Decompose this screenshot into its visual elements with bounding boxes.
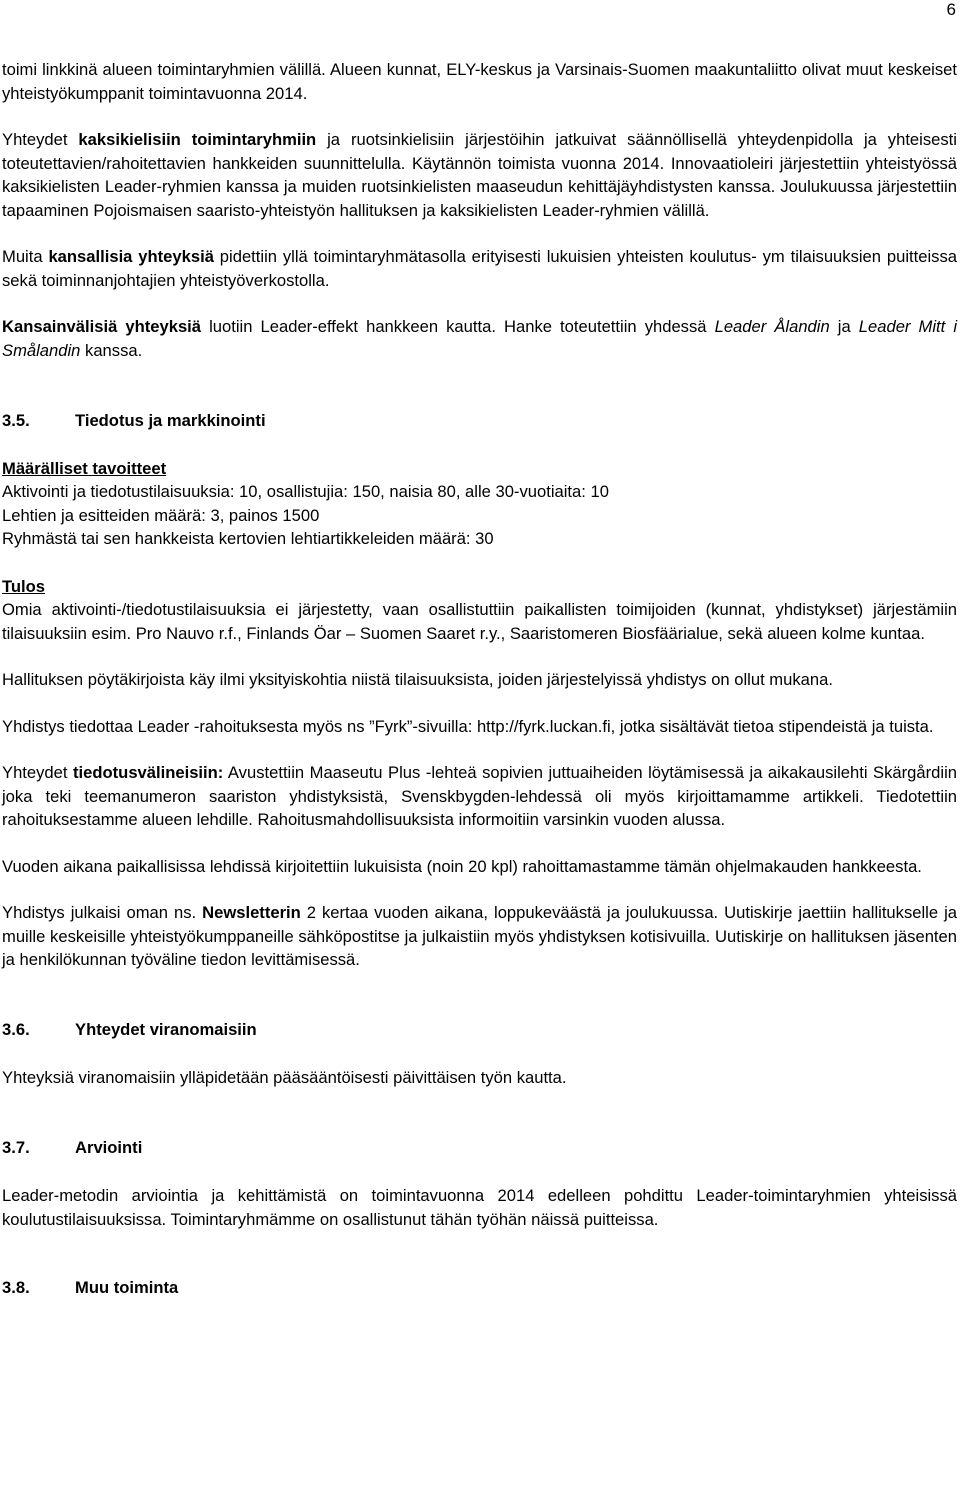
paragraph-international-contacts xyxy=(2,315,957,362)
text: ja xyxy=(829,317,859,336)
paragraph-evaluation: Leader-metodin arviointia ja kehittämistä on toimintavuonna 2014 edelleen pohdittu Leader-toimintaryhmien yhteisissä koulutustilaisuuksissa. Toimintaryhmämme on osallistunut tähän työhän näissä puitteissa. xyxy=(2,1186,957,1229)
section-title: Muu toiminta xyxy=(75,1278,179,1297)
bold-text: kansallisia yhteyksiä xyxy=(48,247,214,266)
page-number: 6 xyxy=(946,0,956,19)
section-title: Tiedotus ja markkinointi xyxy=(75,411,266,430)
bold-text: kaksikielisiin toimintaryhmiin xyxy=(78,130,317,149)
section-number: 3.8. xyxy=(2,1278,30,1297)
document-body xyxy=(2,58,957,1300)
text: Yhteydet xyxy=(2,763,74,782)
paragraph-local-press: Vuoden aikana paikallisissa lehdissä kirjoitettiin lukuisista (noin 20 kpl) rahoittamastamme tämän ohjelmakauden hankkeesta. xyxy=(2,856,922,876)
paragraph-bilingual-groups xyxy=(2,128,957,222)
text: Yhdistys julkaisi oman ns. xyxy=(2,903,203,922)
subheading: Tulos xyxy=(2,576,46,596)
text: ja ruotsinkielisiin järjestöihin jatkuivat säännöllisellä yhteydenpidolla ja yhteisesti toteutettavien/rahoitettavien hankkeiden suunnittelulla. Käytännön toimista vuonna 2014. Innovaatioleiri järjestettiin yhteistyössä kaksikielisten Leader-ryhmien kanssa ja muiden ruotsinkielisten maaseudun kehittäjäyhdistysten kanssa. Joulukuussa järjestettiin tapaaminen Pojoismaisen saaristo-yhteistyön hallituksen ja kaksikielisten Leader-ryhmien välillä. xyxy=(2,130,957,220)
text: Muita xyxy=(2,247,49,266)
section-heading-3-8 xyxy=(2,1276,957,1300)
paragraph-board-minutes: Hallituksen pöytäkirjoista käy ilmi yksityiskohtia niistä tilaisuuksista, joiden järjestelyissä yhdistys on ollut mukana. xyxy=(2,670,833,689)
paragraph-media-contacts xyxy=(2,761,957,832)
text: Avustettiin Maaseutu Plus -lehteä sopivien juttuaiheiden löytämisessä ja aikakausilehti Skärgårdiin joka teki teemanumeron saariston yhdistyksistä, Svenskbygden-lehdessä oli myös kirjoittamamme artikkeli. Tiedotettiin rahoituksestamme alueen lehdille. Rahoitusmahdollisuuksista informoitiin varsinkin vuoden alussa. xyxy=(2,763,957,829)
bold-text: Newsletterin xyxy=(202,903,301,922)
text: luotiin Leader-effekt hankkeen kautta. Hanke toteutettiin yhdessä xyxy=(201,317,715,336)
section-number: 3.6. xyxy=(2,1019,30,1039)
paragraph: Omia aktivointi-/tiedotustilaisuuksia ei järjestetty, vaan osallistuttiin paikallisten toimijoiden (kunnat, yhdistykset) järjestämiin tilaisuuksiin esim. Pro Nauvo r.f., Finlands Öar – Suomen Saaret r.y., Saaristomeren Biosfäärialue, sekä alueen kolme kuntaa. xyxy=(2,600,957,643)
text: kanssa. xyxy=(80,340,143,360)
section-number: 3.7. xyxy=(2,1137,30,1157)
paragraph-authorities: Yhteyksiä viranomaisiin ylläpidetään pääsääntöisesti päivittäisen työn kautta. xyxy=(2,1068,567,1087)
subheading: Määrälliset tavoitteet xyxy=(2,458,167,478)
target-line: Ryhmästä tai sen hankkeista kertovien lehtiartikkeleiden määrä: 30 xyxy=(2,529,494,548)
bold-text: tiedotusvälineisiin: xyxy=(73,763,224,782)
text: Yhteydet xyxy=(2,130,79,149)
paragraph-newsletter xyxy=(2,901,957,972)
section-title: Arviointi xyxy=(75,1137,143,1157)
section-heading-3-6 xyxy=(2,1018,957,1042)
italic-text: Leader Ålandin xyxy=(714,317,830,336)
paragraph-national-contacts xyxy=(2,245,957,292)
section-number: 3.5. xyxy=(2,411,30,430)
section-title: Yhteydet viranomaisiin xyxy=(75,1019,257,1039)
target-line: Lehtien ja esitteiden määrä: 3, painos 1500 xyxy=(2,505,320,525)
italic-text: Leader Mitt i Smålandin xyxy=(2,317,958,360)
section-heading-3-7 xyxy=(2,1136,957,1160)
text: 2 kertaa vuoden aikana, loppukeväästä ja joulukuussa. Uutiskirje jaettiin hallitukselle ja muille keskeisille yhteistyökumppaneille sähköpostitse ja julkaistiin myös yhdistyksen kotisivuilla. Uutiskirje on hallituksen jäsenten ja henkilökunnan työväline tiedon levittämisessä. xyxy=(2,903,957,969)
paragraph-partner-links: toimi linkkinä alueen toimintaryhmien välillä. Alueen kunnat, ELY-keskus ja Varsinais-Suomen maakuntaliitto olivat muut keskeiset yhteistyökumppanit toimintavuonna 2014. xyxy=(2,60,957,103)
paragraph-fyrk: Yhdistys tiedottaa Leader -rahoituksesta myös ns ”Fyrk”-sivuilla: http://fyrk.luckan.fi, jotka sisältävät tietoa stipendeistä ja tuista. xyxy=(2,716,934,736)
section-heading-3-5 xyxy=(2,409,957,433)
target-line: Aktivointi ja tiedotustilaisuuksia: 10, osallistujia: 150, naisia 80, alle 30-vuotiaita: 10 xyxy=(2,482,609,501)
quantitative-targets xyxy=(2,457,957,551)
text: pidettiin yllä toimintaryhmätasolla erityisesti lukuisien yhteisten koulutus- ym tilaisuuksien puitteissa sekä toiminnanjohtajien yhteistyöverkostolla. xyxy=(2,247,957,290)
bold-text: Kansainvälisiä yhteyksiä xyxy=(2,317,202,336)
results-block xyxy=(2,575,957,646)
